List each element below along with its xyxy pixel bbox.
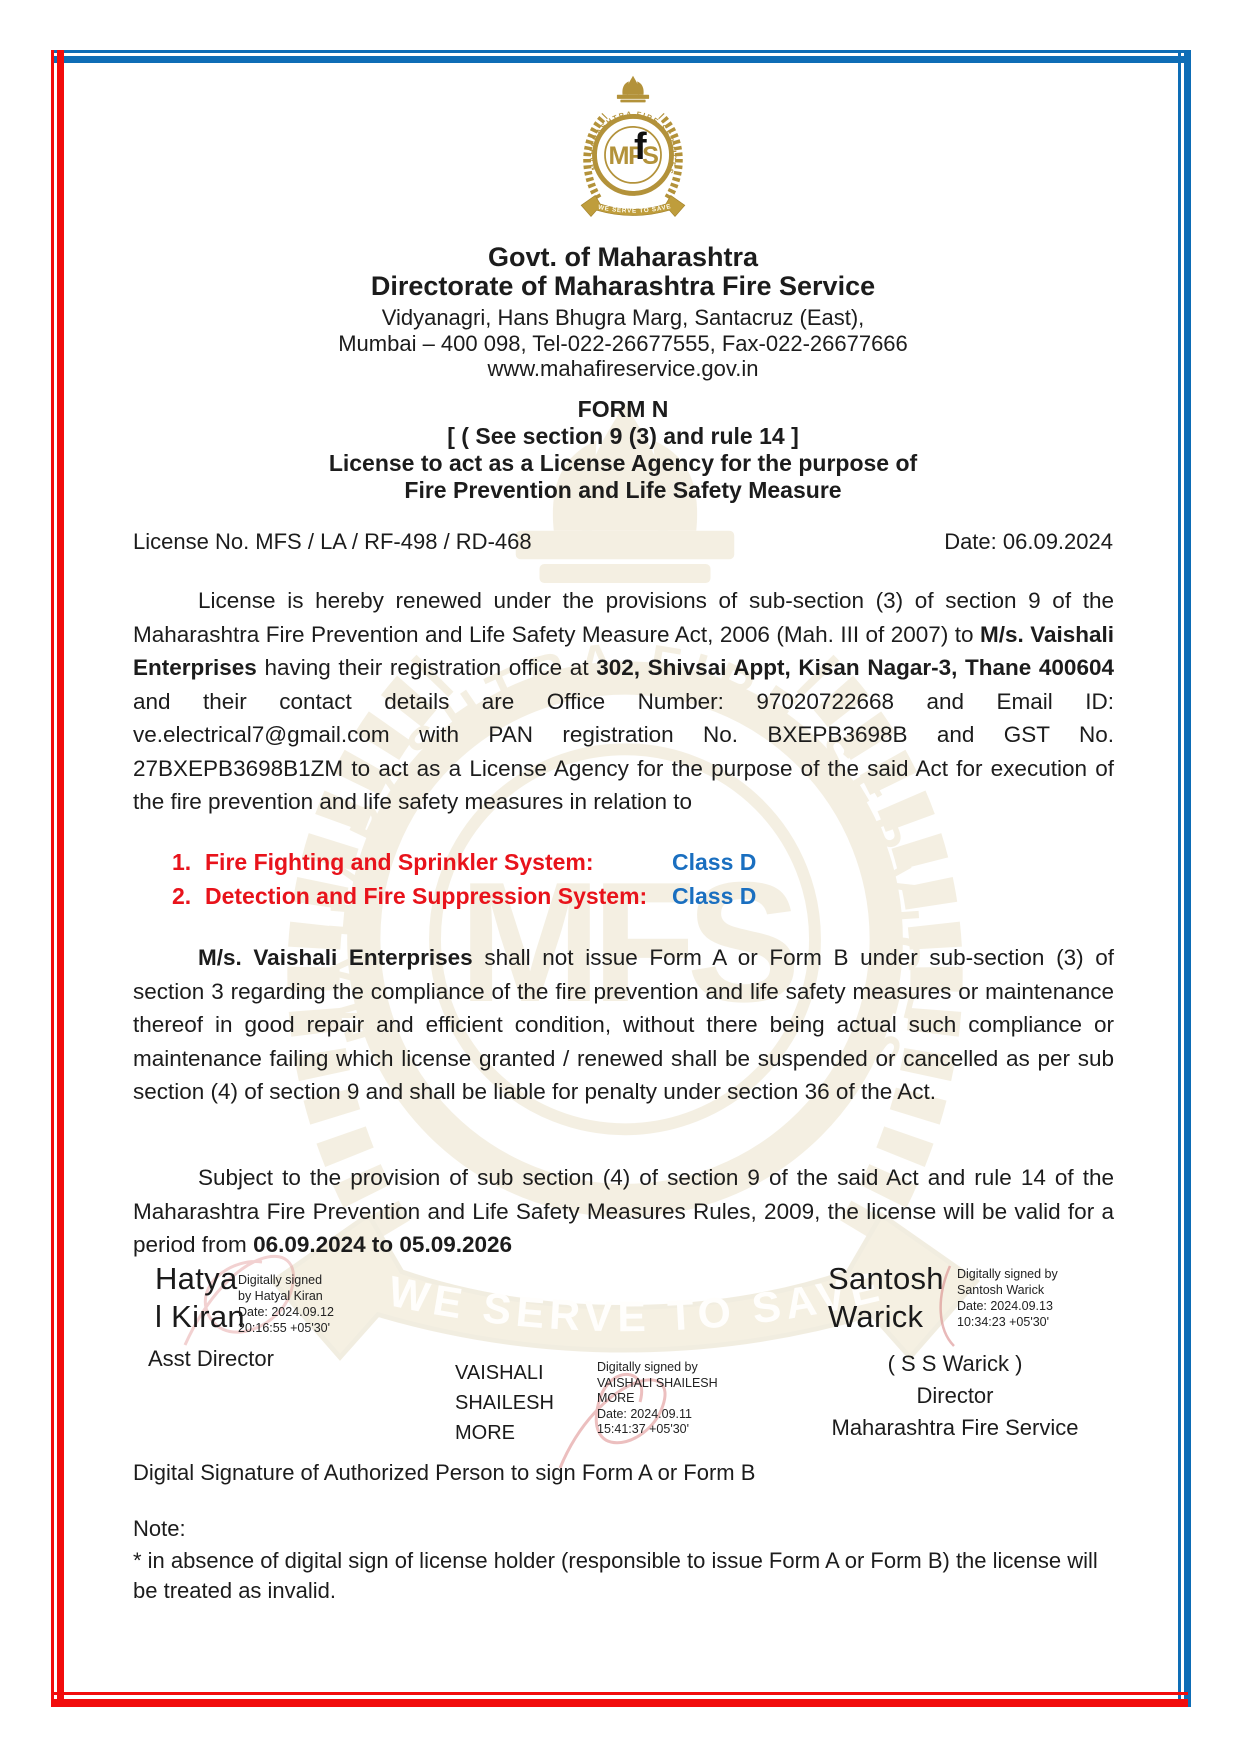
website-text: www.mahafireservice.gov.in <box>487 356 759 381</box>
service-item-1 <box>172 845 1113 879</box>
border-top-thick <box>51 56 1188 63</box>
signature-center-name: VAISHALI SHAILESH MORE <box>455 1362 554 1444</box>
note-text: * in absence of digital sign of license holder (responsible to issue Form A or Form B) the license will be treated as invalid. <box>133 1548 1098 1603</box>
form-purpose-line-1: License to act as a License Agency for the purpose of <box>328 450 918 476</box>
form-purpose-line-2: Fire Prevention and Life Safety Measure <box>404 477 842 503</box>
border-right-thin <box>1178 50 1181 1707</box>
signatory-org: Maharashtra Fire Service <box>831 1415 1079 1440</box>
signature-right-details: Digitally signed by Santosh Warick Date: 2024.09.13 10:34:23 +05'30' <box>957 1267 1058 1329</box>
letterhead <box>133 243 1113 382</box>
service-1-number: 1. <box>172 849 192 875</box>
border-left-thick <box>57 50 64 1707</box>
license-number-row <box>133 529 1113 555</box>
note-label: Note: <box>133 1516 186 1541</box>
border-bottom-thin <box>51 1692 1188 1695</box>
service-list <box>172 845 1113 913</box>
stray-f-glyph: f <box>634 126 647 168</box>
directorate-title: Directorate of Maharashtra Fire Service <box>370 270 876 301</box>
address-line-2: Mumbai – 400 098, Tel-022-26677555, Fax-022-26677666 <box>338 330 908 356</box>
signature-left-name: Hatya l Kiran <box>155 1261 245 1334</box>
form-name: FORM N <box>577 396 669 422</box>
renewal-paragraph: License is hereby renewed under the provisions of sub-section (3) of section 9 of the Maharashtra Fire Prevention and Life Safety Measure Act, 2006 (Mah. III of 2007) to M/s. Vaishali Enterprises having their registration office at 302, Shivsai Appt, Kisan Nagar-3, Thane 400604 and their contact details are Office Number: 97020722668 and Email ID: ve.electrical7@gmail.com with PAN registration No. BXEPB3698B and GST No. 27BXEPB3698B1ZM to act as a License Agency for the purpose of the said Act for execution of the fire prevention and life safety measures in relation to <box>133 588 1114 814</box>
validity-paragraph: Subject to the provision of sub section (4) of section 9 of the said Act and rule 14 of the Maharashtra Fire Prevention and Life Safety Measures Rules, 2009, the license will be valid for a period from 06.09.2024 to 05.09.2026 <box>133 1165 1114 1257</box>
digital-signature-caption: Digital Signature of Authorized Person to sign Form A or Form B <box>133 1460 756 1485</box>
service-2-number: 2. <box>172 883 192 909</box>
service-1-label: Fire Fighting and Sprinkler System: <box>205 849 594 875</box>
license-date: Date: 06.09.2024 <box>944 529 1113 554</box>
signature-right-designation <box>790 1348 1120 1444</box>
signature-center-details: Digitally signed by VAISHALI SHAILESH MORE Date: 2024.09.11 15:41:37 +05'30' <box>597 1360 718 1436</box>
signature-left-role: Asst Director <box>148 1346 274 1371</box>
signature-right-name: Santosh Warick <box>828 1261 944 1334</box>
service-item-2 <box>172 879 1113 913</box>
govt-title: Govt. of Maharashtra <box>487 242 759 272</box>
signatory-name: ( S S Warick ) <box>887 1351 1023 1376</box>
border-top-thin <box>51 50 1188 53</box>
service-1-class: Class D <box>672 849 757 875</box>
compliance-paragraph: M/s. Vaishali Enterprises shall not issue Form A or Form B under sub-section (3) of section 3 regarding the compliance of the fire prevention and life safety measures or maintenance thereof in good repair and efficient condition, without there being actual such compliance or maintenance failing which license granted / renewed shall be suspended or cancelled as per sub section (4) of section 9 and shall be liable for penalty under section 36 of the Act. <box>133 945 1114 1104</box>
border-left-thin <box>51 50 54 1707</box>
border-bottom-thick <box>51 1699 1188 1707</box>
border-right-thick <box>1184 50 1191 1707</box>
signature-left-details: Digitally signed by Hatyal Kiran Date: 2024.09.12 20:16:55 +05'30' <box>238 1273 334 1335</box>
service-2-class: Class D <box>672 883 757 909</box>
signatory-role: Director <box>916 1383 994 1408</box>
address-line-1: Vidyanagri, Hans Bhugra Marg, Santacruz (East), <box>381 305 865 330</box>
license-number: License No. MFS / LA / RF-498 / RD-468 <box>133 529 532 554</box>
form-rule-reference: [ ( See section 9 (3) and rule 14 ] <box>447 423 799 449</box>
mfs-emblem-logo <box>563 72 703 228</box>
service-2-label: Detection and Fire Suppression System: <box>205 883 648 909</box>
form-title-block <box>133 396 1113 504</box>
